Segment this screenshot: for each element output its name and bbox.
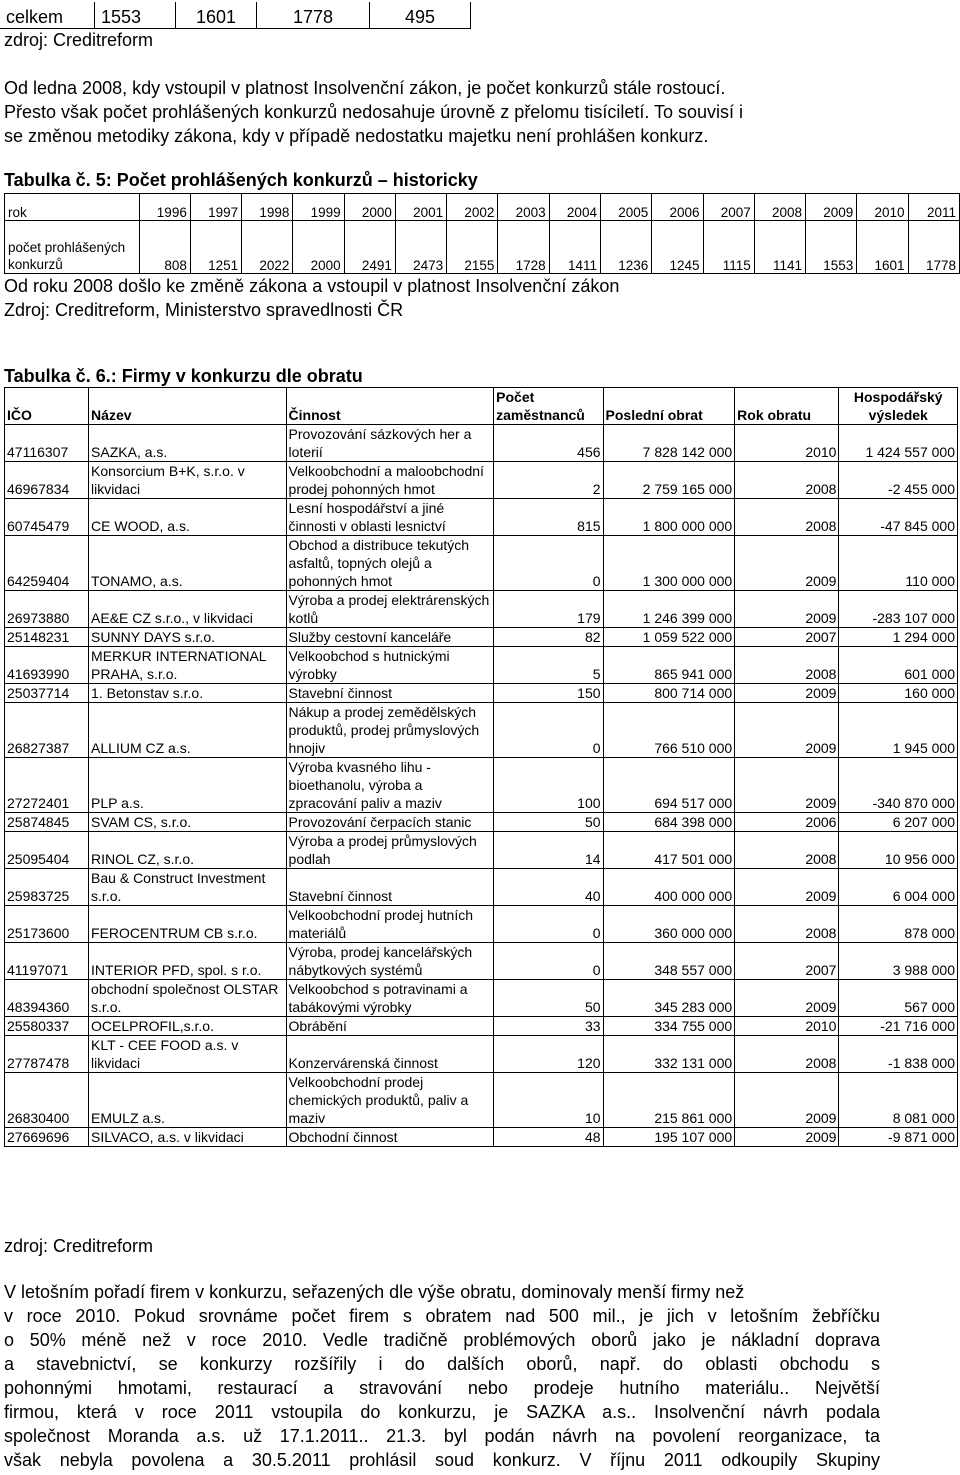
result-cell: -21 716 000 [839,1017,958,1036]
activity-cell: Velkoobchodní prodej chemických produktů, paliv a maziv [286,1073,494,1128]
ico-cell: 60745479 [5,499,89,536]
year-cell: 2007 [703,194,754,221]
employees-cell: 82 [494,628,603,647]
table-row [5,758,958,813]
year-cell: 2000 [344,194,395,221]
row-label: rok [5,194,140,221]
result-cell: 3 988 000 [839,943,958,980]
header-vysledek: Hospodářský výsledek [839,388,958,425]
ico-cell: 26827387 [5,703,89,758]
result-cell: 601 000 [839,647,958,684]
turnover-cell: 1 059 522 000 [603,628,735,647]
paragraph-line: společnost Moranda a.s. už 17.1.2011.. 21.3. byl podán návrh na povolení reorganizace, ta [4,1426,880,1446]
name-cell: Bau & Construct Investment s.r.o. [89,869,286,906]
table5-source: Zdroj: Creditreform, Ministerstvo spravedlnosti ČR [4,300,404,320]
name-cell: EMULZ a.s. [89,1073,286,1128]
year-cell: 2009 [735,758,839,813]
year-cell: 2009 [735,591,839,628]
ico-cell: 25173600 [5,906,89,943]
activity-cell: Nákup a prodej zemědělských produktů, prodej průmyslových hnojiv [286,703,494,758]
turnover-cell: 684 398 000 [603,813,735,832]
year-cell: 2006 [652,194,703,221]
year-cell: 2007 [735,628,839,647]
count-cell: 2491 [344,221,395,274]
turnover-cell: 195 107 000 [603,1128,735,1147]
year-cell: 2008 [754,194,805,221]
ico-cell: 27787478 [5,1036,89,1073]
name-cell: MERKUR INTERNATIONAL PRAHA, s.r.o. [89,647,286,684]
name-cell: 1. Betonstav s.r.o. [89,684,286,703]
activity-cell: Lesní hospodářství a jiné činnosti v oblasti lesnictví [286,499,494,536]
result-cell: 567 000 [839,980,958,1017]
count-cell: 1411 [549,221,600,274]
ico-cell: 41693990 [5,647,89,684]
year-cell: 2009 [735,980,839,1017]
activity-cell: Výroba kvasného lihu - bioethanolu, výroba a zpracování paliv a maziv [286,758,494,813]
header-cinnost: Činnost [286,388,494,425]
turnover-cell: 800 714 000 [603,684,735,703]
table6 [4,387,958,1147]
turnover-cell: 417 501 000 [603,832,735,869]
employees-cell: 0 [494,703,603,758]
turnover-cell: 334 755 000 [603,1017,735,1036]
table-row [5,591,958,628]
table-row [5,462,958,499]
employees-cell: 5 [494,647,603,684]
result-cell: 160 000 [839,684,958,703]
activity-cell: Provozování sázkových her a loterií [286,425,494,462]
paragraph-line: pohonnými hmotami, restaurací a stravování nebo prodeje hutního materiálu.. Největší [4,1378,880,1398]
result-cell: 8 081 000 [839,1073,958,1128]
table-row [5,943,958,980]
table6-title: Tabulka č. 6.: Firmy v konkurzu dle obratu [4,366,363,386]
year-cell: 2007 [735,943,839,980]
year-cell: 2009 [806,194,857,221]
activity-cell: Velkoobchodní prodej hutních materiálů [286,906,494,943]
table5-title: Tabulka č. 5: Počet prohlášených konkurzů – historicky [4,170,478,190]
year-cell: 2009 [735,1073,839,1128]
employees-cell: 14 [494,832,603,869]
year-cell: 2008 [735,499,839,536]
ico-cell: 27272401 [5,758,89,813]
turnover-cell: 360 000 000 [603,906,735,943]
ico-cell: 25580337 [5,1017,89,1036]
ico-cell: 26830400 [5,1073,89,1128]
count-cell: 1236 [600,221,651,274]
year-cell: 2008 [735,832,839,869]
ico-cell: 25983725 [5,869,89,906]
count-cell: 1115 [703,221,754,274]
intro-paragraph [4,76,743,148]
ico-cell: 26973880 [5,591,89,628]
result-cell: 110 000 [839,536,958,591]
activity-cell: Obchod a distribuce tekutých asfaltů, topných olejů a pohonných hmot [286,536,494,591]
summary-table-fragment [0,2,471,29]
result-cell: -9 871 000 [839,1128,958,1147]
header-pocet: Počet zaměstnanců [494,388,603,425]
count-cell: 1553 [806,221,857,274]
activity-cell: Konzervárenská činnost [286,1036,494,1073]
year-cell: 2009 [735,536,839,591]
ico-cell: 25095404 [5,832,89,869]
paragraph-line: firmou, která v roce 2011 vstoupila do konkurzu, je SAZKA a.s.. Insolvenční návrh podala [4,1402,880,1422]
year-cell: 2004 [549,194,600,221]
employees-cell: 179 [494,591,603,628]
employees-cell: 0 [494,906,603,943]
table-row [5,906,958,943]
year-cell: 2011 [908,194,959,221]
result-cell: -283 107 000 [839,591,958,628]
turnover-cell: 332 131 000 [603,1036,735,1073]
ico-cell: 25874845 [5,813,89,832]
table-row [5,1036,958,1073]
table-row [5,499,958,536]
paragraph-line: se změnou metodiky zákona, kdy v případě nedostatku majetku není prohlášen konkurz. [4,126,709,146]
header-nazev: Název [89,388,286,425]
activity-cell: Velkoobchod s potravinami a tabákovými výrobky [286,980,494,1017]
paragraph-line: V letošním pořadí firem v konkurzu, seřazených dle výše obratu, dominovaly menší firmy než [4,1282,745,1302]
table-row [5,425,958,462]
result-cell: 10 956 000 [839,832,958,869]
result-cell: 878 000 [839,906,958,943]
table-row [5,536,958,591]
table-row [5,832,958,869]
count-cell: 1141 [754,221,805,274]
turnover-cell: 766 510 000 [603,703,735,758]
table-row [5,1017,958,1036]
turnover-cell: 694 517 000 [603,758,735,813]
year-cell: 1997 [190,194,241,221]
year-cell: 2001 [395,194,446,221]
year-cell: 2003 [498,194,549,221]
table-row [5,684,958,703]
employees-cell: 48 [494,1128,603,1147]
result-cell: 1 424 557 000 [839,425,958,462]
name-cell: ALLIUM CZ a.s. [89,703,286,758]
table-row [5,813,958,832]
ico-cell: 41197071 [5,943,89,980]
table-row [5,647,958,684]
table-row [5,628,958,647]
closing-paragraph [4,1280,880,1472]
name-cell: SAZKA, a.s. [89,425,286,462]
turnover-cell: 865 941 000 [603,647,735,684]
ico-cell: 25148231 [5,628,89,647]
count-cell: 2000 [293,221,344,274]
year-cell: 2009 [735,869,839,906]
name-cell: SUNNY DAYS s.r.o. [89,628,286,647]
name-cell: SILVACO, a.s. v likvidaci [89,1128,286,1147]
result-cell: -1 838 000 [839,1036,958,1073]
table-header-row [5,388,958,425]
employees-cell: 120 [494,1036,603,1073]
year-cell: 2009 [735,703,839,758]
row-label: celkem [0,2,95,29]
count-cell: 2473 [395,221,446,274]
year-cell: 2008 [735,1036,839,1073]
employees-cell: 50 [494,980,603,1017]
count-cell: 1728 [498,221,549,274]
employees-cell: 2 [494,462,603,499]
year-cell: 2008 [735,647,839,684]
year-cell: 1998 [242,194,293,221]
name-cell: TONAMO, a.s. [89,536,286,591]
name-cell: Konsorcium B+K, s.r.o. v likvidaci [89,462,286,499]
paragraph-line: Od ledna 2008, kdy vstoupil v platnost Insolvenční zákon, je počet konkurzů stále rostoucí. [4,78,726,98]
turnover-cell: 7 828 142 000 [603,425,735,462]
turnover-cell: 345 283 000 [603,980,735,1017]
turnover-cell: 1 800 000 000 [603,499,735,536]
turnover-cell: 2 759 165 000 [603,462,735,499]
paragraph-line: v roce 2010. Pokud srovnáme počet firem s obratem nad 500 mil., je jich v letošním žebříčku [4,1306,880,1326]
activity-cell: Velkoobchod s hutnickými výrobky [286,647,494,684]
activity-cell: Výroba a prodej elektrárenských kotlů [286,591,494,628]
paragraph-line: však nebyla povolena a 30.5.2011 prohlásil soud konkurz. V říjnu 2011 odkoupily Skupiny [4,1450,880,1470]
row-label: počet prohlášených konkurzů [5,221,140,274]
paragraph-line: o 50% méně než v roce 2010. Vedle tradičně problémových oborů jako je nákladní doprava [4,1330,880,1350]
count-cell: 1601 [857,221,908,274]
count-cell: 1251 [190,221,241,274]
turnover-cell: 348 557 000 [603,943,735,980]
turnover-cell: 400 000 000 [603,869,735,906]
ico-cell: 25037714 [5,684,89,703]
activity-cell: Výroba a prodej průmyslových podlah [286,832,494,869]
header-ico: IČO [5,388,89,425]
turnover-cell: 1 300 000 000 [603,536,735,591]
year-cell: 2008 [735,906,839,943]
table-row [5,703,958,758]
year-cell: 2009 [735,1128,839,1147]
result-cell: -2 455 000 [839,462,958,499]
year-cell: 2010 [735,425,839,462]
result-cell: 1 945 000 [839,703,958,758]
table6-body [5,425,958,1147]
employees-cell: 0 [494,536,603,591]
name-cell: PLP a.s. [89,758,286,813]
turnover-cell: 1 246 399 000 [603,591,735,628]
activity-cell: Velkoobchodní a maloobchodní prodej pohonných hmot [286,462,494,499]
employees-cell: 40 [494,869,603,906]
result-cell: 1 294 000 [839,628,958,647]
paragraph-line: a stavebnictví, se konkurzy rozšířily i do dalších oborů, např. do oblasti obchodu s [4,1354,880,1374]
paragraph-line: Přesto však počet prohlášených konkurzů nedosahuje úrovně z přelomu tisíciletí. To souvisí i [4,102,744,122]
name-cell: KLT - CEE FOOD a.s. v likvidaci [89,1036,286,1073]
year-cell: 2009 [735,684,839,703]
header-obrat: Poslední obrat [603,388,735,425]
name-cell: CE WOOD, a.s. [89,499,286,536]
ico-cell: 48394360 [5,980,89,1017]
name-cell: SVAM CS, s.r.o. [89,813,286,832]
turnover-cell: 215 861 000 [603,1073,735,1128]
name-cell: OCELPROFIL,s.r.o. [89,1017,286,1036]
activity-cell: Provozování čerpacích stanic [286,813,494,832]
year-cell: 2010 [735,1017,839,1036]
employees-cell: 50 [494,813,603,832]
source-note: zdroj: Creditreform [4,30,154,50]
table-row [5,1128,958,1147]
value-cell: 1778 [257,2,370,29]
table-row [5,980,958,1017]
table5 [4,193,960,274]
activity-cell: Služby cestovní kanceláře [286,628,494,647]
value-cell: 1553 [95,2,176,29]
ico-cell: 47116307 [5,425,89,462]
table6-source: zdroj: Creditreform [4,1236,154,1256]
year-cell: 1996 [139,194,190,221]
activity-cell: Obchodní činnost [286,1128,494,1147]
value-cell: 1601 [176,2,257,29]
ico-cell: 64259404 [5,536,89,591]
table-row [5,1073,958,1128]
employees-cell: 10 [494,1073,603,1128]
year-cell: 2008 [735,462,839,499]
employees-cell: 150 [494,684,603,703]
result-cell: 6 207 000 [839,813,958,832]
name-cell: RINOL CZ, s.r.o. [89,832,286,869]
table-row [0,2,471,29]
name-cell: FEROCENTRUM CB s.r.o. [89,906,286,943]
year-cell: 2010 [857,194,908,221]
result-cell: -340 870 000 [839,758,958,813]
year-cell: 2002 [447,194,498,221]
table-row [5,194,960,221]
value-cell: 495 [370,2,471,29]
count-cell: 2155 [447,221,498,274]
activity-cell: Stavební činnost [286,869,494,906]
employees-cell: 456 [494,425,603,462]
ico-cell: 46967834 [5,462,89,499]
table-row [5,869,958,906]
result-cell: 6 004 000 [839,869,958,906]
name-cell: INTERIOR PFD, spol. s r.o. [89,943,286,980]
employees-cell: 33 [494,1017,603,1036]
name-cell: AE&E CZ s.r.o., v likvidaci [89,591,286,628]
table-row [5,221,960,274]
year-cell: 2006 [735,813,839,832]
activity-cell: Obrábění [286,1017,494,1036]
count-cell: 2022 [242,221,293,274]
activity-cell: Stavební činnost [286,684,494,703]
header-rok: Rok obratu [735,388,839,425]
employees-cell: 815 [494,499,603,536]
count-cell: 1778 [908,221,959,274]
name-cell: obchodní společnost OLSTAR s.r.o. [89,980,286,1017]
activity-cell: Výroba, prodej kancelářských nábytkových systémů [286,943,494,980]
ico-cell: 27669696 [5,1128,89,1147]
employees-cell: 100 [494,758,603,813]
count-cell: 808 [139,221,190,274]
count-cell: 1245 [652,221,703,274]
table5-note: Od roku 2008 došlo ke změně zákona a vstoupil v platnost Insolvenční zákon [4,276,620,296]
employees-cell: 0 [494,943,603,980]
year-cell: 2005 [600,194,651,221]
result-cell: -47 845 000 [839,499,958,536]
year-cell: 1999 [293,194,344,221]
